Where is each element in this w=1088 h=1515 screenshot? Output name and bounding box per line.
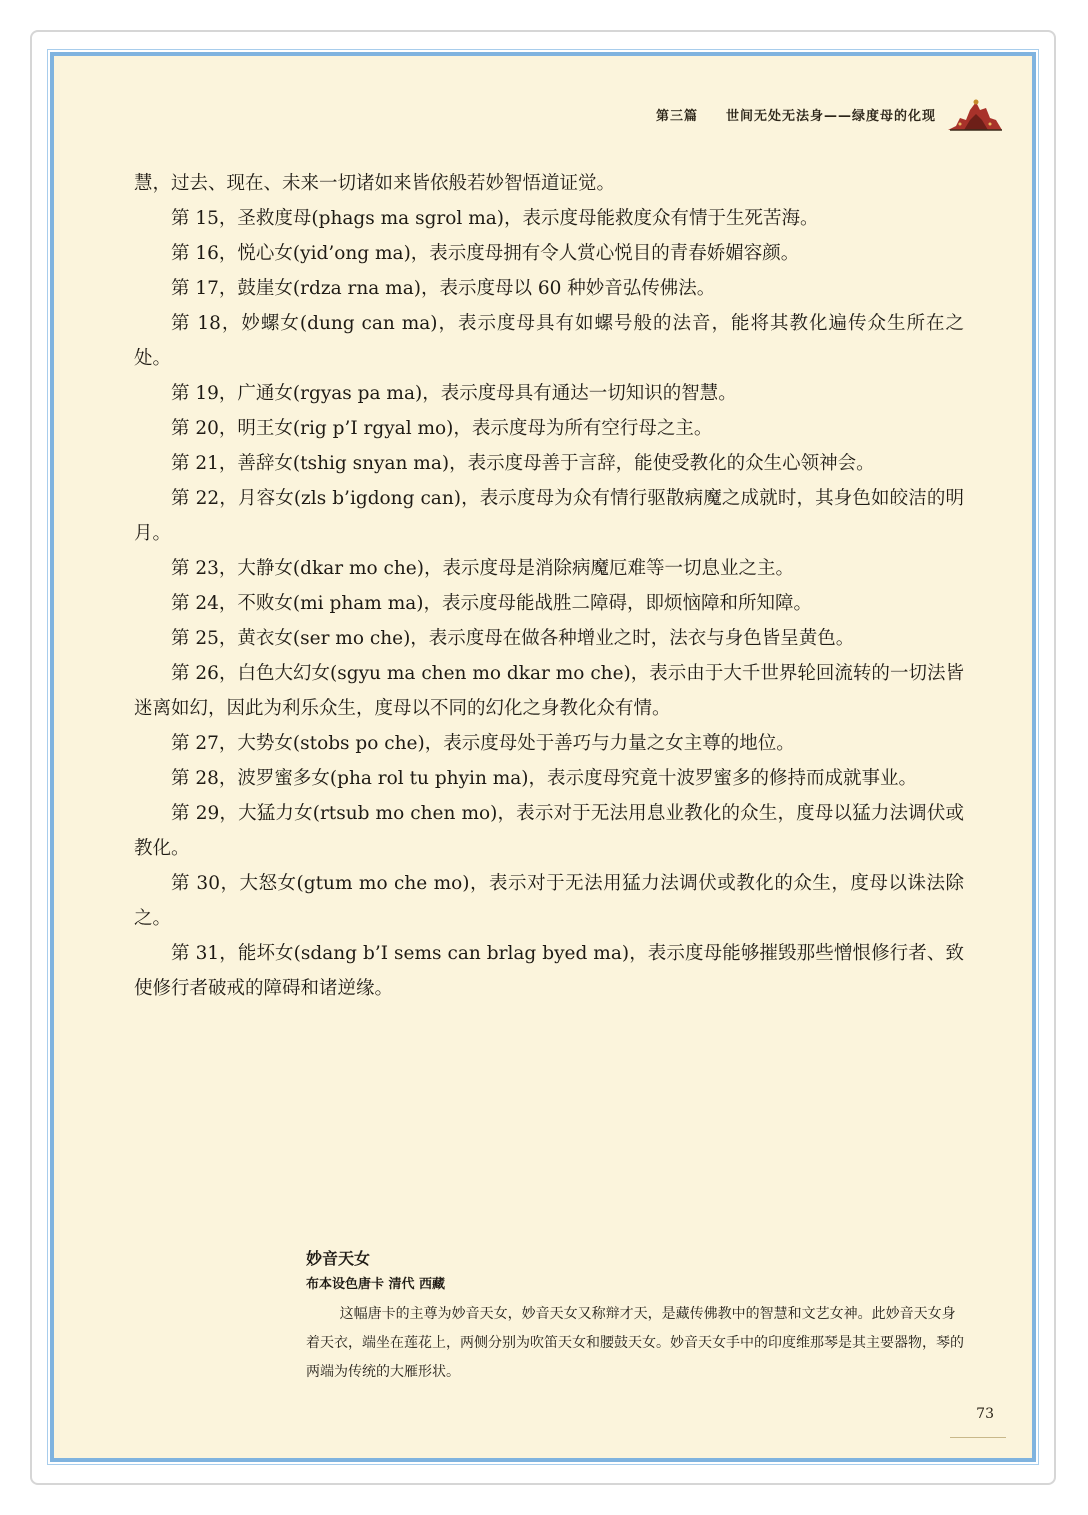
paragraph-item-22: 第 22，月容女(zls b’igdong can)，表示度母为众有情行驱散病魔之成就时，其身色如皎洁的明月。 — [134, 488, 964, 544]
paragraph-item-27: 第 27，大势女(stobs po che)，表示度母处于善巧与力量之女主尊的地位。 — [171, 733, 795, 754]
body-text — [134, 166, 964, 1006]
paragraph-item-16: 第 16，悦心女(yid’ong ma)，表示度母拥有令人赏心悦目的青春娇媚容颜。 — [171, 243, 800, 264]
paragraph-item-28: 第 28，波罗蜜多女(pha rol tu phyin ma)，表示度母究竟十波罗蜜多的修持而成就事业。 — [171, 768, 918, 789]
book-page — [50, 52, 1036, 1462]
paragraph-item-26: 第 26，白色大幻女(sgyu ma chen mo dkar mo che)，表示由于大千世界轮回流转的一切法皆迷离如幻，因此为利乐众生，度母以不同的幻化之身教化众有情。 — [134, 663, 964, 719]
paragraph-item-31: 第 31，能坏女(sdang b’I sems can brlag byed ma)，表示度母能够摧毁那些憎恨修行者、致使修行者破戒的障碍和诸逆缘。 — [134, 943, 964, 999]
chapter-label: 第三篇 — [655, 108, 698, 124]
page-number-rule — [950, 1437, 1006, 1438]
paragraph-item-29: 第 29，大猛力女(rtsub mo chen mo)，表示对于无法用息业教化的众生，度母以猛力法调伏或教化。 — [134, 803, 964, 859]
page-number: 73 — [976, 1406, 994, 1422]
image-caption — [306, 1246, 966, 1387]
paragraph-item-23: 第 23，大静女(dkar mo che)，表示度母是消除病魔厄难等一切息业之主。 — [171, 558, 794, 579]
paragraph-item-25: 第 25，黄衣女(ser mo che)，表示度母在做各种增业之时，法衣与身色皆呈黄色。 — [171, 628, 855, 649]
paragraph-item-21: 第 21，善辞女(tshig snyan ma)，表示度母善于言辞，能使受教化的众生心领神会。 — [171, 453, 875, 474]
paragraph-item-20: 第 20，明王女(rig p’I rgyal mo)，表示度母为所有空行母之主。 — [171, 418, 713, 439]
temple-ornament-icon — [946, 96, 1004, 132]
running-header — [656, 96, 1004, 132]
section-title: 世间无处无法身——绿度母的化现 — [725, 108, 936, 124]
paragraph-item-19: 第 19，广通女(rgyas pa ma)，表示度母具有通达一切知识的智慧。 — [171, 383, 737, 404]
caption-subtitle: 布本设色唐卡 清代 西藏 — [306, 1277, 446, 1292]
paragraph-item-18: 第 18，妙螺女(dung can ma)，表示度母具有如螺号般的法音，能将其教化遍传众生所在之处。 — [134, 313, 964, 369]
paragraph-item-17: 第 17，鼓崖女(rdza rna ma)，表示度母以 60 种妙音弘传佛法。 — [171, 278, 716, 299]
paragraph-item-30: 第 30，大怒女(gtum mo che mo)，表示对于无法用猛力法调伏或教化的众生，度母以诛法除之。 — [134, 873, 964, 929]
caption-title: 妙音天女 — [306, 1249, 371, 1268]
caption-description: 这幅唐卡的主尊为妙音天女，妙音天女又称辩才天，是藏传佛教中的智慧和文艺女神。此妙音天女身着天衣，端坐在莲花上，两侧分别为吹笛天女和腰鼓天女。妙音天女手中的印度维那琴是其主要器物，琴的两端为传统的大雁形状。 — [306, 1306, 964, 1380]
paragraph-item-15: 第 15，圣救度母(phags ma sgrol ma)，表示度母能救度众有情于生死苦海。 — [171, 208, 819, 229]
paragraph-continuation: 慧，过去、现在、未来一切诸如来皆依般若妙智悟道证觉。 — [134, 173, 616, 194]
paragraph-item-24: 第 24，不败女(mi pham ma)，表示度母能战胜二障碍，即烦恼障和所知障。 — [171, 593, 812, 614]
